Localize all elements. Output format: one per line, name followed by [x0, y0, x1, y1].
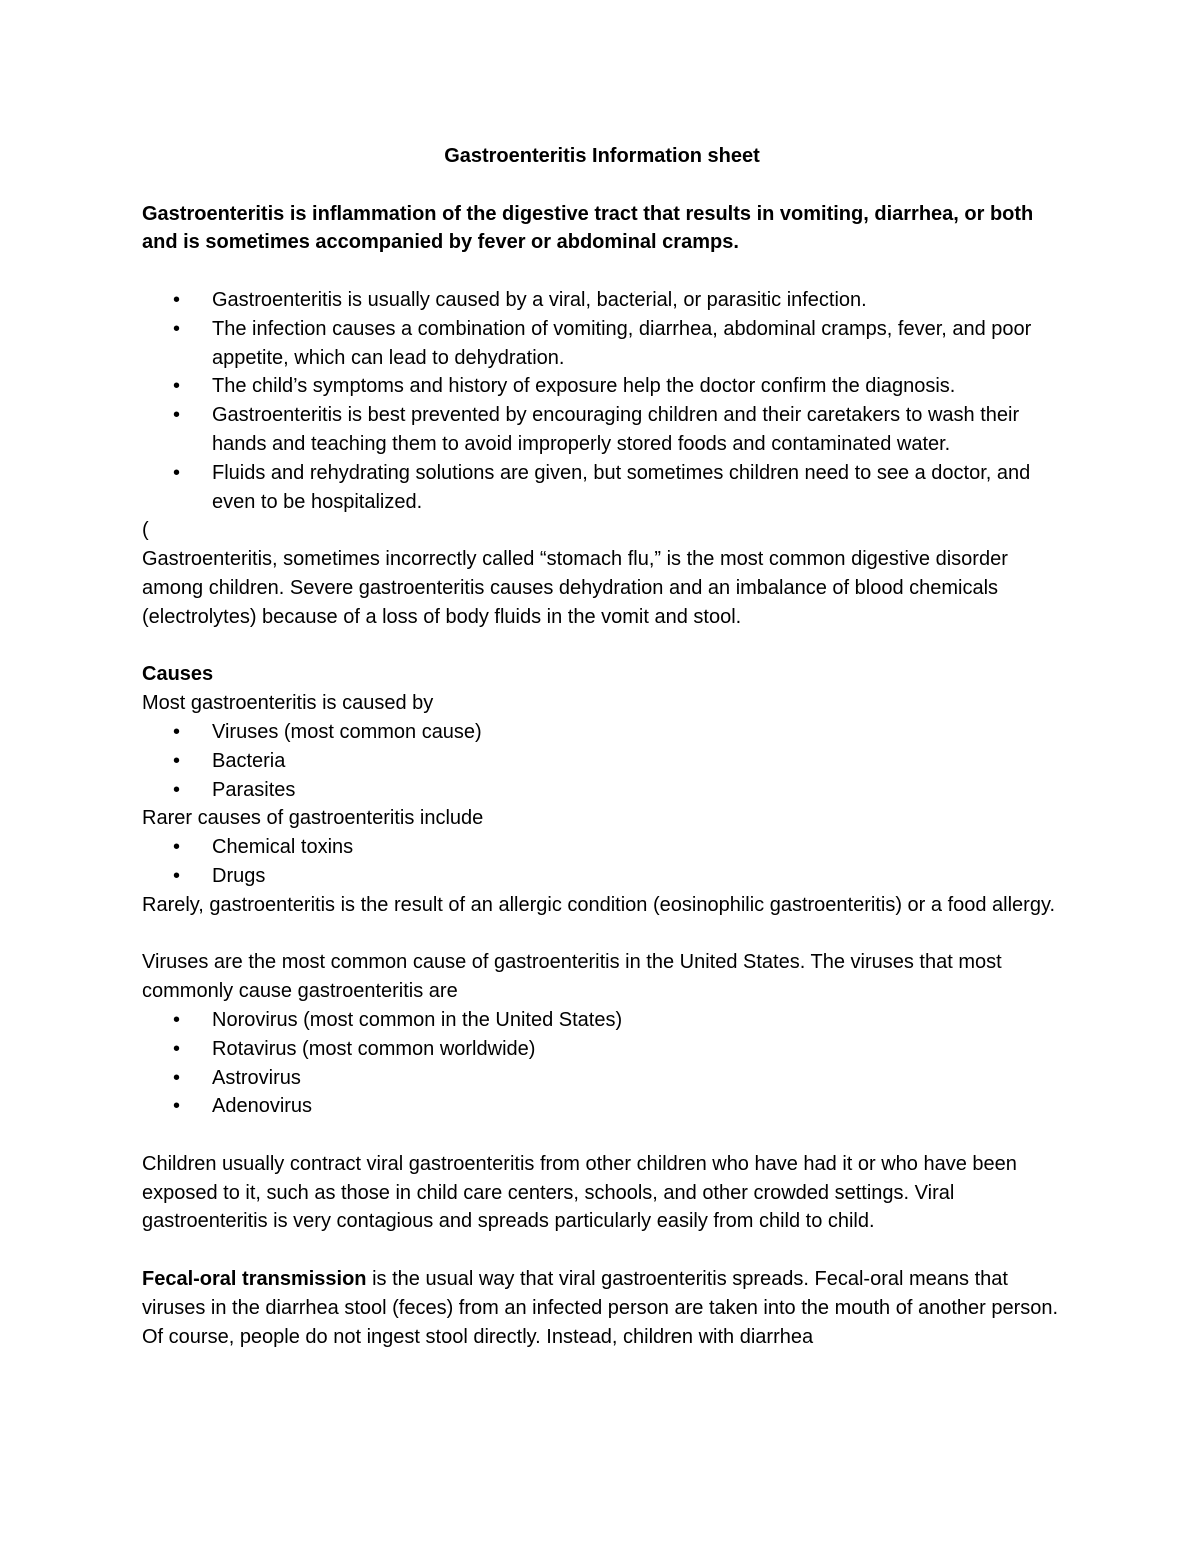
- spacer: [142, 632, 1062, 661]
- bullet-icon: •: [173, 749, 181, 772]
- list-item-text: The child’s symptoms and history of exposure help the doctor confirm the diagnosis.: [212, 375, 956, 398]
- causes-list: [142, 718, 1062, 804]
- children-paragraph: Children usually contract viral gastroenteritis from other children who have had it or who have been exposed to it, such as those in child care centers, schools, and other crowded settings. Viral gastroenteritis is very contagious and spreads particularly easily from child to child.: [142, 1152, 1017, 1233]
- list-item: [142, 1006, 1062, 1035]
- list-item-text: Adenovirus: [212, 1095, 313, 1118]
- bullet-icon: •: [173, 1037, 181, 1060]
- rarer-causes-lead: Rarer causes of gastroenteritis include: [142, 807, 484, 830]
- summary-bullet-list: [142, 286, 1062, 516]
- list-item-text: Gastroenteritis is usually caused by a viral, bacterial, or parasitic infection.: [212, 288, 867, 311]
- intro-paragraph: Gastroenteritis is inflammation of the digestive tract that results in vomiting, diarrhea, or both and is sometimes accompanied by fever or abdominal cramps.: [142, 202, 1034, 254]
- list-item: [142, 286, 1062, 315]
- list-item-text: Chemical toxins: [212, 836, 354, 859]
- list-item-text: Gastroenteritis is best prevented by encouraging children and their caretakers to wash their hands and teaching them to avoid improperly stored foods and contaminated water.: [212, 404, 1020, 455]
- bullet-icon: •: [173, 288, 181, 311]
- bullet-icon: •: [173, 461, 181, 484]
- rarer-causes-list: [142, 833, 1062, 891]
- list-item: [142, 372, 1062, 401]
- list-item: [142, 747, 1062, 776]
- list-item-text: Astrovirus: [212, 1066, 301, 1089]
- stray-parenthesis: (: [142, 519, 149, 542]
- list-item-text: Norovirus (most common in the United States): [212, 1008, 623, 1031]
- list-item: [142, 718, 1062, 747]
- bullet-icon: •: [173, 1095, 181, 1118]
- spacer: [142, 1121, 1062, 1150]
- causes-lead: Most gastroenteritis is caused by: [142, 692, 434, 715]
- fecal-oral-text: is the usual way that viral gastroenteritis spreads. Fecal-oral means that viruses in the diarrhea stool (feces) from an infected person are taken into the mouth of another person. Of course, people do not ingest stool directly. Instead, children with diarrhea: [142, 1268, 1059, 1348]
- list-item: [142, 862, 1062, 891]
- list-item-text: Parasites: [212, 778, 296, 801]
- list-item: [142, 315, 1062, 373]
- bullet-icon: •: [173, 836, 181, 859]
- viruses-list: [142, 1006, 1062, 1121]
- viruses-lead: Viruses are the most common cause of gastroenteritis in the United States. The viruses that most commonly cause gastroenteritis are: [142, 951, 1002, 1003]
- bullet-icon: •: [173, 864, 181, 887]
- bullet-icon: •: [173, 1066, 181, 1089]
- list-item: [142, 459, 1062, 517]
- list-item: [142, 833, 1062, 862]
- causes-heading: [142, 660, 1062, 689]
- document-title: Gastroenteritis Information sheet: [444, 145, 760, 167]
- list-item-text: Drugs: [212, 864, 266, 887]
- bullet-icon: •: [173, 778, 181, 801]
- document-body: [142, 142, 1062, 1351]
- list-item-text: Bacteria: [212, 749, 286, 772]
- fecal-oral-paragraph: [142, 1265, 1062, 1351]
- list-item: [142, 1035, 1062, 1064]
- spacer: [142, 257, 1062, 286]
- list-item-text: Rotavirus (most common worldwide): [212, 1037, 536, 1060]
- bullet-icon: •: [173, 720, 181, 743]
- spacer: [142, 1236, 1062, 1265]
- causes-heading-text: Causes: [142, 663, 214, 686]
- bullet-icon: •: [173, 375, 181, 398]
- overview-paragraph: Gastroenteritis, sometimes incorrectly called “stomach flu,” is the most common digestive disorder among children. Severe gastroenteritis causes dehydration and an imbalance of blood chemicals (electrolytes) because of a loss of body fluids in the vomit and stool.: [142, 548, 1008, 628]
- list-item-text: Viruses (most common cause): [212, 720, 482, 743]
- list-item-text: Fluids and rehydrating solutions are given, but sometimes children need to see a doctor, and even to be hospitalized.: [212, 461, 1031, 513]
- bullet-icon: •: [173, 317, 181, 340]
- rarely-paragraph: Rarely, gastroenteritis is the result of an allergic condition (eosinophilic gastroenteritis) or a food allergy.: [142, 893, 1056, 916]
- list-item: [142, 401, 1062, 459]
- list-item: [142, 776, 1062, 805]
- list-item: [142, 1064, 1062, 1093]
- list-item: [142, 1092, 1062, 1121]
- list-item-text: The infection causes a combination of vomiting, diarrhea, abdominal cramps, fever, and poor appetite, which can lead to dehydration.: [212, 317, 1032, 369]
- spacer: [142, 920, 1062, 949]
- bullet-icon: •: [173, 404, 181, 427]
- bullet-icon: •: [173, 1008, 181, 1031]
- fecal-oral-term: Fecal-oral transmission: [142, 1268, 367, 1291]
